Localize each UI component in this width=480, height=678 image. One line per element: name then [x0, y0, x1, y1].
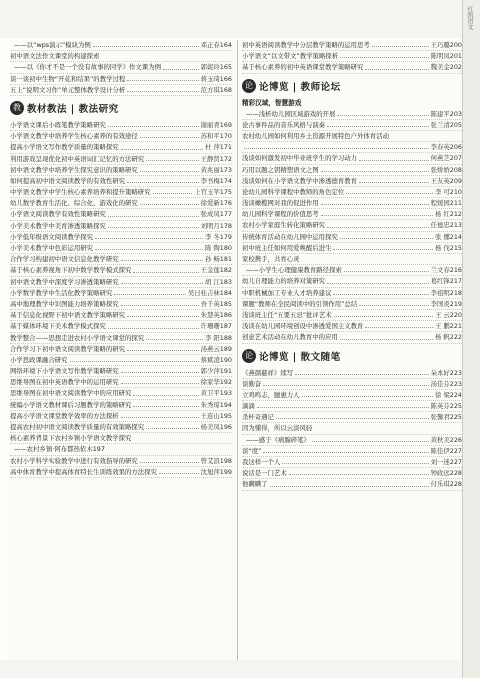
toc-entry [10, 131, 232, 142]
toc-entry-author-page: 陈明凤201 [430, 52, 462, 61]
toc-entry-title: ——浅析幼儿园区域游戏的开展 [246, 109, 336, 118]
toc-entry [10, 243, 232, 254]
toc-entry [10, 310, 232, 321]
dot-leader [359, 299, 428, 306]
toc-entry [242, 187, 462, 198]
toc-entry [10, 467, 232, 478]
toc-entry-author-page: 陈建平203 [430, 109, 462, 118]
dot-leader [372, 40, 429, 47]
toc-entry [242, 379, 462, 390]
toc-entry-author-page: 张馨君225 [430, 413, 462, 422]
dot-leader [334, 310, 433, 317]
toc-entry [10, 344, 232, 355]
toc-entry [242, 109, 462, 120]
toc-entry-title: 中职机械加工专业人才培养建议 [242, 288, 332, 297]
dot-leader [257, 401, 429, 408]
toc-entry-title: 思维导图在初中语文阅读教学中的应用研究 [10, 389, 132, 398]
toc-entry-author-page: 张兰清205 [430, 120, 462, 129]
toc-entry-author-page: 蔡斌凌190 [200, 355, 232, 364]
toc-entry-author-page: 李 冬179 [204, 232, 232, 241]
page-bottom-margin [0, 660, 462, 678]
toc-entry-title: 立鸡鸣志，臆惠力人 [242, 390, 300, 399]
toc-entry-title: 幼儿自理能力的培养对策研究 [242, 277, 326, 286]
dot-leader [121, 366, 199, 373]
toc-entry-author-page: 张娇娇208 [430, 165, 462, 174]
dot-leader [95, 243, 203, 250]
toc-entry-title: 基于媒体环境下美术教学模式探究 [10, 322, 106, 331]
toc-entry [10, 422, 232, 433]
toc-entry [242, 142, 462, 153]
dot-leader [108, 209, 199, 216]
dot-leader [340, 232, 433, 239]
toc-entry-title: 幼儿园科学课程的价值思考 [242, 210, 319, 219]
toc-entry-title: 小学语文阅读教学有效性策略研究 [10, 210, 106, 219]
toc-entry-author-page: 何燕芝207 [430, 154, 462, 163]
toc-entry [242, 401, 462, 412]
dot-leader [140, 198, 199, 205]
toc-entry-author-page: 汤燕云189 [200, 344, 232, 353]
toc-entry-title: 提高小学语文写作教学质量的策略探究 [10, 143, 119, 152]
toc-entry [242, 288, 462, 299]
toc-entry [10, 277, 232, 288]
toc-entry [242, 310, 462, 321]
toc-entry-author-page: 黄兆丽173 [200, 165, 232, 174]
toc-entry [10, 51, 232, 62]
dot-leader [127, 176, 199, 183]
toc-entry-author-page: 程媛园211 [430, 199, 462, 208]
toc-entry-title: 小学美术教学中美育渗透策略探究 [10, 221, 106, 230]
toc-entry-author-page: 徐 梁224 [434, 390, 462, 399]
toc-entry [242, 265, 462, 276]
section-badge: 论 [242, 79, 256, 93]
toc-entry-title: 小学思政课融合研究 [10, 355, 68, 364]
toc-entry [242, 131, 462, 142]
toc-entry [242, 153, 462, 164]
toc-entry [10, 299, 232, 310]
dot-leader [146, 154, 198, 161]
essay-entries [242, 368, 462, 491]
dot-leader [289, 468, 429, 475]
toc-entry-title: 浅谈橄榄网对我的促进作用 [242, 199, 319, 208]
toc-entry-title: 我这样一个人 [242, 458, 281, 466]
toc-entry-author-page: 张 娜214 [434, 232, 462, 241]
dot-leader [133, 400, 198, 407]
toc-entry-author-page: 孙 畅181 [204, 255, 232, 264]
toc-entry-title: 合作学习下初中语文阅读教学策略的研究 [10, 344, 126, 353]
section-title: 教材教法 | 教法研究 [27, 103, 119, 115]
toc-entry-title: 杀杯奇遇记 [242, 413, 274, 422]
toc-entry-author-page: 邓正春164 [200, 41, 232, 49]
toc-entry-title: 初中语文教学中深度学习渗透策略研究 [10, 277, 119, 286]
toc-entry-title: 谈勤奋 [242, 379, 262, 388]
toc-entry-title: 统编小学语文教材课后习题教学的策略研究 [10, 400, 132, 409]
toc-entry-author-page: 汤佳芬223 [430, 379, 462, 388]
toc-entry [10, 254, 232, 265]
toc-entry-title: ——以《你才不是一个没有故事的同学》作文课为例 [14, 63, 161, 72]
toc-entry-title: 如何提高初中语文阅读教学的有效性研究 [10, 176, 126, 185]
dot-leader [121, 254, 203, 261]
toc-entry-title: 初中语文教学中培养学生探究意识的策略研究 [10, 165, 138, 174]
toc-entry-title: 浅谈在幼儿园环境创设中渗透爱国主义教育 [242, 322, 364, 331]
toc-entry-title: 提高小学语文课堂教学效率的方法探析 [10, 411, 119, 420]
dot-leader [282, 457, 428, 464]
toc-entry [242, 165, 462, 176]
toc-entry-title: 基于核心素养视角下初中数学教学模式探究 [10, 266, 132, 275]
dot-leader [337, 109, 428, 116]
toc-entry-author-page: 谢丽青169 [200, 120, 232, 129]
toc-entry-title: 小学语文教学中培养学生核心素养的有效途径 [10, 132, 138, 141]
adjacent-page-edge [462, 0, 480, 678]
dot-leader [359, 153, 429, 160]
toc-entry [242, 321, 462, 332]
toc-entry-title: 初中班主任如何用爱唤醒后进生 [242, 243, 332, 252]
toc-entry-author-page: 陈佳伊227 [430, 446, 462, 455]
toc-entry-author-page: 吴日桂吉林184 [187, 288, 232, 297]
section-badge: 论 [242, 349, 256, 363]
dot-leader [359, 176, 429, 183]
toc-entry-author-page: 杨 红212 [434, 210, 462, 219]
dot-leader [140, 456, 199, 463]
dot-leader [153, 187, 193, 194]
toc-entry [242, 220, 462, 231]
toc-entry-title: 家校携手，共育心灵 [242, 255, 300, 263]
toc-entry [10, 142, 232, 153]
toc-entry [10, 366, 232, 377]
table-of-contents-page [10, 40, 462, 660]
toc-entry [242, 254, 462, 265]
toc-entry [10, 411, 232, 422]
toc-entry [10, 154, 232, 165]
toc-entry [242, 62, 462, 73]
toc-entry-author-page: 李 阳188 [204, 333, 232, 342]
toc-entry-author-page: 朱秀琼194 [200, 400, 232, 409]
toc-entry-title: 幼儿数学教育生活化、综合化、游戏化的研究 [10, 199, 138, 208]
toc-entry [10, 120, 232, 131]
toc-entry [10, 74, 232, 85]
toc-entry-title: 五上“说明文习作”单元整体教学设计分析 [10, 85, 126, 94]
toc-entry-title: 小学语文课后小练笔教学策略研究 [10, 120, 106, 129]
toc-entry-author-page: 李 可210 [434, 187, 462, 196]
page-top-margin [0, 0, 480, 38]
toc-entry-author-page: 徐家华192 [200, 378, 232, 387]
toc-entry [10, 85, 232, 96]
toc-entry-title: 谈一谈初中生物“开花和结果”的教学过程 [10, 74, 126, 83]
toc-entry-author-page: 李祖明218 [430, 288, 462, 297]
column-divider [237, 40, 238, 660]
toc-entry-author-page: 李国炎219 [430, 299, 462, 308]
toc-entry-author-page: 黄卫平193 [200, 389, 232, 398]
toc-entry-author-page: 杨 伐215 [434, 243, 462, 252]
toc-entry [242, 176, 462, 187]
toc-entry [242, 479, 462, 490]
toc-entry-author-page: 钟政远228 [430, 469, 462, 478]
toc-entry [242, 468, 462, 479]
toc-entry-title: 农村小学科学实验教学中进行有效指导的研究 [10, 456, 138, 465]
left-column [10, 40, 232, 478]
toc-entry [10, 444, 232, 455]
toc-entry-title: 浅谈如何激发初中毕业班学生的学习动力 [242, 154, 358, 163]
toc-entry [10, 209, 232, 220]
forum-entries [242, 109, 462, 344]
toc-entry-title: 农村小学家庭生转化策略研究 [242, 221, 326, 230]
dot-leader [127, 74, 198, 81]
toc-entry-title: 《燕颜慈祥》续写 [242, 368, 294, 377]
toc-entry [10, 333, 232, 344]
toc-entry [10, 456, 232, 467]
dot-leader [276, 412, 429, 419]
dot-leader [340, 51, 429, 58]
toc-entry-title: 核心素养背景下农村乡镇小学语文教学探究 [10, 434, 132, 443]
dot-leader [263, 446, 428, 453]
toc-entry-title: 论幼儿园科学课程中教师的角色定位 [242, 187, 345, 196]
section-header-essays [242, 346, 462, 366]
dot-leader [327, 220, 429, 227]
dot-leader [121, 142, 203, 149]
toc-entry-author-page: 陈英芬225 [430, 402, 462, 411]
dot-leader [263, 379, 428, 386]
right-column [242, 40, 462, 491]
toc-entry-author-page: 陈 陶180 [204, 244, 232, 252]
toc-entry-author-page: 刘一迷227 [430, 458, 462, 466]
toc-entry-title: 他瞒瞒了 [242, 480, 268, 489]
toc-entry-author-page: 蒋玉琦166 [200, 74, 232, 83]
toc-entry-author-page: 胡 江183 [204, 277, 232, 286]
dot-leader [127, 85, 198, 92]
dot-leader [321, 165, 429, 172]
dot-leader [133, 265, 198, 272]
dot-leader [121, 299, 199, 306]
toc-entry-author-page: 朱慧英186 [200, 311, 232, 320]
toc-entry-author-page: 吾千英185 [200, 299, 232, 308]
section-badge: 教 [10, 101, 24, 115]
toc-entry-title: 论古事件品的音乐风格与演奏 [242, 120, 326, 129]
toc-entry-author-page: 许珊珊187 [200, 322, 232, 331]
toc-entry-author-page: 杨 帆222 [434, 333, 462, 342]
toc-entry-author-page: 张成凤177 [200, 210, 232, 219]
dot-leader [321, 198, 429, 205]
dot-leader [140, 165, 199, 172]
dot-leader [346, 187, 433, 194]
toc-entry-title: 小学低年级语文阅读教学探究 [10, 232, 94, 241]
dot-leader [108, 321, 199, 328]
toc-entry [10, 321, 232, 332]
dot-leader [146, 422, 198, 429]
right-top-entries [242, 40, 462, 74]
dot-leader [365, 321, 433, 328]
section-header-teaching [10, 98, 232, 118]
toc-entry-author-page: 刘明月178 [200, 221, 232, 230]
toc-entry-author-page: 李春英206 [430, 143, 462, 152]
toc-entry-title: 浅谈班主任“五要五忌”批评艺术 [242, 310, 332, 319]
dot-leader [146, 333, 203, 340]
dot-leader [163, 62, 199, 69]
toc-entry-title: 中学语文教学中学生核心素养培养和提升策略研究 [10, 188, 151, 197]
toc-entry-title: 基于信息化视野下初中语文教学策略研究 [10, 311, 126, 320]
toc-entry [242, 390, 462, 401]
section-header-forum [242, 76, 462, 96]
toc-entry [10, 388, 232, 399]
toc-entry-title: ——感于《病腺碎笔》 [246, 435, 310, 444]
toc-entry-title: 教学整合——思想走进农村小学语文课堂的探究 [10, 333, 145, 342]
toc-entry-author-page: 王连山195 [200, 411, 232, 420]
toc-entry-title: 因为懂得，所以云淡风轻 [242, 424, 313, 433]
dot-leader [70, 355, 199, 362]
dot-leader [340, 332, 433, 339]
section-title: 论博览 | 散文随笔 [259, 351, 341, 363]
dot-leader [108, 221, 199, 228]
dot-leader [295, 368, 429, 375]
dot-leader [93, 40, 199, 47]
dot-leader [365, 62, 428, 69]
toc-entry-author-page: 徐爱新176 [200, 199, 232, 208]
toc-entry-author-page: 魏美金202 [430, 63, 462, 72]
toc-entry-author-page: 郭少萍191 [200, 367, 232, 376]
toc-entry [10, 187, 232, 198]
dot-leader [344, 265, 429, 272]
dot-leader [159, 467, 199, 474]
dot-leader [302, 390, 433, 397]
toc-entry-author-page: 葛红锋217 [430, 277, 462, 286]
toc-entry-author-page: 王静贤172 [200, 154, 232, 163]
toc-entry-title: ——以“wps演示”模块为例 [14, 41, 91, 49]
toc-entry [10, 400, 232, 411]
toc-entry-title: 高中地理教学中识图能力培养策略探究 [10, 299, 119, 308]
toc-entry-author-page: 任德忠213 [430, 221, 462, 230]
toc-entry [242, 332, 462, 343]
toc-entry [242, 435, 462, 446]
toc-entry [10, 433, 232, 444]
toc-entry-title: 说话是一门艺术 [242, 469, 287, 478]
toc-entry [10, 62, 232, 73]
dot-leader [333, 243, 433, 250]
dot-leader [270, 479, 429, 486]
left-top-entries [10, 40, 232, 96]
toc-entry [242, 198, 462, 209]
toc-entry-author-page: 曾艾浪198 [200, 456, 232, 465]
dot-leader [244, 142, 429, 149]
toc-entry [242, 299, 462, 310]
toc-entry [242, 243, 462, 254]
toc-entry-title: 课题“教师在全民阅读中的引领作用”总结 [242, 299, 358, 308]
dot-leader [327, 276, 429, 283]
toc-entry-author-page: 沈旭萍199 [200, 467, 232, 476]
toc-entry-title: 高中体育教学中提高体育特长生训练效果的方法探究 [10, 467, 157, 476]
toc-entry [10, 355, 232, 366]
dot-leader [327, 120, 429, 127]
dot-leader [121, 277, 203, 284]
toc-entry-title: 网络环境下小学语文写作教学策略研究 [10, 367, 119, 376]
dot-leader [312, 435, 429, 442]
toc-entry-title: 小学美术教学中色彩运用研究 [10, 244, 94, 252]
dot-leader [127, 344, 199, 351]
toc-entry [242, 232, 462, 243]
toc-entry-title: 提高农村初中语文阅读教学质量的有效策略探究 [10, 423, 145, 431]
toc-entry-author-page: 苏和平170 [200, 132, 232, 141]
toc-entry-title: 初中英语阅读教学中分层教学策略的运用思考 [242, 41, 370, 49]
toc-entry [10, 221, 232, 232]
toc-entry [10, 265, 232, 276]
toc-entry-title: ——农村乡镇·阿布都热依木197 [14, 445, 105, 454]
toc-entry-author-page: 付乐琪228 [430, 480, 462, 489]
toc-entry [242, 457, 462, 468]
toc-entry-title: 基于核心素养的初中英语课堂教学策略研究 [242, 63, 364, 72]
toc-entry-title: 合作学习构建初中语文信息化教学研究 [10, 255, 119, 264]
toc-entry [242, 368, 462, 379]
toc-entry-author-page: 上官玉苹175 [194, 188, 232, 197]
toc-entry-title: 小学数学教学中生活化教学策略研究 [10, 288, 113, 297]
section-subtitle: 精彩汉域，智慧游戏 [242, 98, 302, 107]
dot-leader [133, 388, 198, 395]
toc-entry-author-page: 王 鹏221 [434, 322, 462, 331]
dot-leader [121, 377, 199, 384]
toc-entry-title: 浅谈如何在小学语文教学中渗透德育教育 [242, 176, 358, 185]
toc-entry [242, 446, 462, 457]
toc-entry [10, 40, 232, 51]
toc-entry-author-page: 王 云220 [434, 310, 462, 319]
toc-entry-author-page: 杜 萍171 [204, 143, 232, 152]
toc-entry-title: 滴滴 [242, 402, 255, 411]
toc-entry [242, 423, 462, 434]
toc-entry [10, 232, 232, 243]
dot-leader [121, 411, 199, 418]
dot-leader [127, 310, 199, 317]
toc-entry [10, 198, 232, 209]
toc-entry-title: ——小学生心理健康教育路径探索 [246, 266, 342, 275]
toc-entry-title: 农村幼儿园如何利用乡土资源开展特色户外体育活动 [242, 131, 389, 140]
toc-entry-author-page: 黄秋美226 [430, 435, 462, 444]
dot-leader [321, 209, 433, 216]
toc-entry [242, 51, 462, 62]
toc-entry [242, 40, 462, 51]
toc-entry-title: 利用游戏呈现优化初中英语词汇记忆的方法研究 [10, 154, 145, 163]
toc-entry-author-page: 杨美凤196 [200, 423, 232, 431]
toc-entry [10, 288, 232, 299]
toc-entry [242, 120, 462, 131]
toc-entry [10, 165, 232, 176]
toc-entry-author-page: 王巧璐200 [430, 41, 462, 49]
dot-leader [333, 288, 428, 295]
toc-entry-author-page: 朵本好223 [430, 368, 462, 377]
edge-label: 红凯语文 [466, 6, 473, 30]
dot-leader [108, 120, 199, 127]
toc-entry-author-page: 兰文春216 [430, 266, 462, 275]
toc-entry [242, 276, 462, 287]
toc-entry-title: 传统体育活动在幼儿园中运用探究 [242, 232, 338, 241]
toc-entry-title: 思维导图在初中英语教学中的运用研究 [10, 378, 119, 387]
toc-entry-title: 小学语文“以文带文”教学策略探析 [242, 52, 339, 61]
toc-entry-author-page: 郭妮玲165 [200, 63, 232, 72]
toc-entry-title: 初中语文法作文课堂的构建探索 [10, 52, 100, 61]
section-title: 论博览 | 教师论坛 [259, 81, 341, 93]
toc-entry-author-page: 李书梅174 [200, 176, 232, 185]
teaching-entries [10, 120, 232, 478]
toc-entry-author-page: 王金莲182 [200, 266, 232, 275]
toc-entry [10, 377, 232, 388]
toc-entry [242, 209, 462, 220]
toc-entry-author-page: 王友英209 [430, 176, 462, 185]
toc-entry-title: 创意艺术活动在幼儿教育中的应用 [242, 333, 338, 342]
dot-leader [114, 288, 186, 295]
toc-entry-title: 巧用以题之钥精塑语文之图 [242, 165, 319, 174]
dot-leader [95, 232, 203, 239]
toc-entry-title: 谈“度” [242, 446, 262, 455]
toc-entry [242, 412, 462, 423]
dot-leader [140, 131, 199, 138]
toc-entry [10, 176, 232, 187]
toc-entry-author-page: 范方琪168 [200, 85, 232, 94]
